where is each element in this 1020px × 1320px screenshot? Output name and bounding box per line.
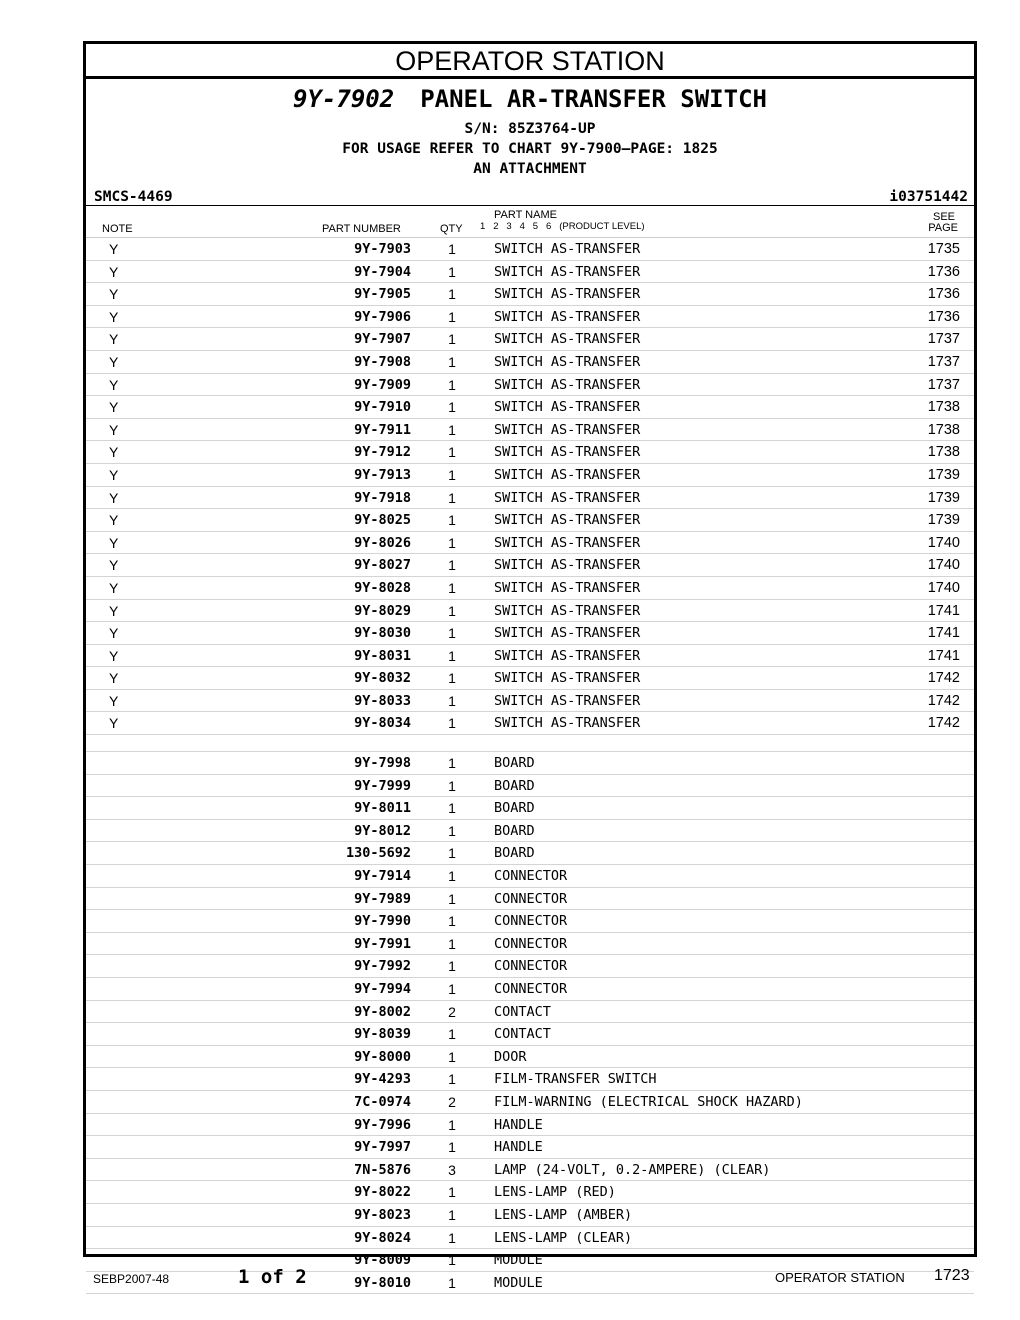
- part-name-cell: HANDLE: [494, 1116, 543, 1133]
- group-title: [86, 85, 974, 113]
- parts-group-components: [86, 752, 974, 1294]
- qty-cell: 1: [448, 602, 456, 619]
- note-cell: Y: [109, 241, 119, 257]
- group-separator: [86, 735, 974, 752]
- part-name-cell: SWITCH AS-TRANSFER: [494, 715, 641, 732]
- table-row: [86, 554, 974, 577]
- qty-cell: 1: [448, 822, 456, 839]
- see-page-cell: 1741: [927, 647, 960, 664]
- part-name-cell: CONNECTOR: [494, 913, 568, 930]
- part-number-cell: 9Y-7911: [354, 421, 411, 438]
- qty-cell: 1: [448, 241, 456, 257]
- part-name-cell: CONNECTOR: [494, 935, 568, 952]
- see-page-cell: 1738: [927, 421, 960, 438]
- col-see: SEE: [932, 211, 955, 223]
- part-number-cell: 9Y-7992: [354, 958, 411, 975]
- part-name-cell: LENS-LAMP (AMBER): [494, 1206, 633, 1223]
- qty-cell: 1: [448, 557, 456, 574]
- note-cell: Y: [109, 421, 119, 438]
- qty-cell: 1: [448, 534, 456, 551]
- qty-cell: 1: [448, 890, 456, 907]
- part-number-cell: 9Y-7989: [354, 890, 411, 907]
- see-page-cell: 1739: [927, 512, 960, 529]
- see-page-cell: 1738: [927, 444, 960, 461]
- part-number-cell: 9Y-7990: [354, 913, 411, 930]
- table-row: [86, 1068, 974, 1091]
- part-name-cell: SWITCH AS-TRANSFER: [494, 444, 641, 461]
- table-row: [86, 775, 974, 798]
- part-number-cell: 9Y-8009: [354, 1252, 411, 1269]
- qty-cell: 1: [448, 331, 456, 348]
- col-page: PAGE: [928, 222, 958, 234]
- part-number-cell: 9Y-7912: [354, 444, 411, 461]
- part-name-cell: SWITCH AS-TRANSFER: [494, 263, 641, 280]
- see-page-cell: 1737: [927, 331, 960, 348]
- qty-cell: 1: [448, 715, 456, 732]
- table-row: [86, 1136, 974, 1159]
- part-number-cell: 9Y-8023: [354, 1206, 411, 1223]
- part-name-cell: BOARD: [494, 755, 535, 772]
- table-row: [86, 419, 974, 442]
- part-name-cell: CONTACT: [494, 1026, 551, 1043]
- table-row: [86, 820, 974, 843]
- table-row: [86, 487, 974, 510]
- part-name-cell: SWITCH AS-TRANSFER: [494, 670, 641, 687]
- table-row: [86, 752, 974, 775]
- part-number-cell: 9Y-8002: [354, 1003, 411, 1020]
- section-title: OPERATOR STATION: [86, 44, 974, 79]
- table-row: [86, 888, 974, 911]
- part-name-cell: SWITCH AS-TRANSFER: [494, 602, 641, 619]
- table-row: [86, 1091, 974, 1114]
- table-row: [86, 532, 974, 555]
- column-headers: [86, 206, 974, 238]
- part-name-cell: SWITCH AS-TRANSFER: [494, 579, 641, 596]
- qty-cell: 1: [448, 286, 456, 303]
- part-number-cell: 9Y-7906: [354, 308, 411, 325]
- qty-cell: 1: [448, 489, 456, 506]
- qty-cell: 1: [448, 670, 456, 687]
- part-number-cell: 9Y-7997: [354, 1139, 411, 1156]
- qty-cell: 1: [448, 421, 456, 438]
- qty-cell: 1: [448, 777, 456, 794]
- part-name-cell: SWITCH AS-TRANSFER: [494, 557, 641, 574]
- note-cell: Y: [109, 670, 119, 687]
- table-row: [86, 1023, 974, 1046]
- part-number-cell: 9Y-7998: [354, 755, 411, 772]
- part-number-cell: 9Y-8039: [354, 1026, 411, 1043]
- group-part-number: 9Y-7902: [293, 85, 395, 113]
- part-number-cell: 9Y-8029: [354, 602, 411, 619]
- serial-number: S/N: 85Z3764-UP: [464, 121, 596, 137]
- note-cell: Y: [109, 444, 119, 461]
- table-row: [86, 577, 974, 600]
- note-cell: Y: [109, 602, 119, 619]
- see-page-cell: 1741: [927, 602, 960, 619]
- smcs-code: SMCS-4469: [94, 189, 173, 205]
- note-cell: Y: [109, 399, 119, 416]
- qty-cell: 1: [448, 376, 456, 393]
- table-row: [86, 865, 974, 888]
- part-name-cell: CONNECTOR: [494, 890, 568, 907]
- group-part-name: PANEL AR-TRANSFER SWITCH: [420, 85, 767, 113]
- part-number-cell: 9Y-7904: [354, 263, 411, 280]
- note-cell: Y: [109, 715, 119, 732]
- qty-cell: 1: [448, 845, 456, 862]
- qty-cell: 1: [448, 981, 456, 997]
- qty-cell: 1: [448, 800, 456, 817]
- table-row: [86, 374, 974, 397]
- part-name-cell: CONTACT: [494, 1003, 551, 1020]
- qty-cell: 2: [448, 1093, 456, 1110]
- part-name-cell: SWITCH AS-TRANSFER: [494, 625, 641, 642]
- qty-cell: 1: [448, 399, 456, 416]
- qty-cell: 1: [448, 1026, 456, 1043]
- table-row: [86, 283, 974, 306]
- col-product-level: 1 2 3 4 5 6 (PRODUCT LEVEL): [480, 221, 645, 232]
- part-number-cell: 7C-0974: [354, 1093, 411, 1110]
- qty-cell: 1: [448, 868, 456, 885]
- part-number-cell: 9Y-7908: [354, 353, 411, 370]
- qty-cell: 1: [448, 263, 456, 280]
- part-number-cell: 9Y-7994: [354, 981, 411, 997]
- note-cell: Y: [109, 331, 119, 348]
- qty-cell: 1: [448, 1048, 456, 1065]
- table-row: [86, 667, 974, 690]
- part-number-cell: 9Y-8022: [354, 1184, 411, 1201]
- table-row: [86, 351, 974, 374]
- qty-cell: 1: [448, 913, 456, 930]
- see-page-cell: 1737: [927, 353, 960, 370]
- part-name-cell: SWITCH AS-TRANSFER: [494, 692, 641, 709]
- table-row: [86, 1181, 974, 1204]
- col-part-number: PART NUMBER: [322, 223, 401, 235]
- see-page-cell: 1737: [927, 376, 960, 393]
- qty-cell: 1: [448, 625, 456, 642]
- part-number-cell: 9Y-8024: [354, 1229, 411, 1246]
- part-name-cell: LENS-LAMP (CLEAR): [494, 1229, 633, 1246]
- part-number-cell: 9Y-8030: [354, 625, 411, 642]
- qty-cell: 1: [448, 466, 456, 483]
- part-number-cell: 9Y-7907: [354, 331, 411, 348]
- part-number-cell: 9Y-7914: [354, 868, 411, 885]
- qty-cell: 1: [448, 444, 456, 461]
- part-name-cell: SWITCH AS-TRANSFER: [494, 534, 641, 551]
- see-page-cell: 1742: [927, 715, 960, 732]
- part-number-cell: 9Y-8033: [354, 692, 411, 709]
- group-header: [86, 79, 974, 206]
- part-number-cell: 9Y-7918: [354, 489, 411, 506]
- part-name-cell: SWITCH AS-TRANSFER: [494, 331, 641, 348]
- note-cell: Y: [109, 466, 119, 483]
- part-number-cell: 9Y-8025: [354, 512, 411, 529]
- part-name-cell: SWITCH AS-TRANSFER: [494, 241, 641, 257]
- part-number-cell: 9Y-7999: [354, 777, 411, 794]
- part-name-cell: BOARD: [494, 822, 535, 839]
- part-number-cell: 130-5692: [345, 845, 411, 862]
- note-cell: Y: [109, 692, 119, 709]
- part-number-cell: 9Y-7910: [354, 399, 411, 416]
- part-number-cell: 9Y-8000: [354, 1048, 411, 1065]
- note-cell: Y: [109, 579, 119, 596]
- qty-cell: 1: [448, 1252, 456, 1269]
- part-name-cell: SWITCH AS-TRANSFER: [494, 353, 641, 370]
- parts-group-switches: [86, 238, 974, 735]
- table-row: [86, 238, 974, 261]
- table-row: [86, 910, 974, 933]
- table-row: [86, 842, 974, 865]
- table-row: [86, 955, 974, 978]
- table-row: [86, 600, 974, 623]
- illustration-id: i03751442: [889, 189, 968, 205]
- note-cell: Y: [109, 308, 119, 325]
- table-row: [86, 690, 974, 713]
- qty-cell: 1: [448, 1274, 456, 1291]
- note-cell: Y: [109, 489, 119, 506]
- note-cell: Y: [109, 286, 119, 303]
- part-name-cell: SWITCH AS-TRANSFER: [494, 512, 641, 529]
- see-page-cell: 1742: [927, 670, 960, 687]
- part-name-cell: SWITCH AS-TRANSFER: [494, 647, 641, 664]
- part-number-cell: 9Y-7991: [354, 935, 411, 952]
- qty-cell: 1: [448, 1206, 456, 1223]
- qty-cell: 1: [448, 579, 456, 596]
- qty-cell: 1: [448, 308, 456, 325]
- qty-cell: 3: [448, 1161, 456, 1178]
- see-page-cell: 1740: [927, 557, 960, 574]
- table-row: [86, 712, 974, 735]
- qty-cell: 1: [448, 935, 456, 952]
- note-cell: Y: [109, 263, 119, 280]
- part-number-cell: 9Y-4293: [354, 1071, 411, 1088]
- part-name-cell: CONNECTOR: [494, 981, 568, 997]
- table-row: [86, 933, 974, 956]
- table-row: [86, 328, 974, 351]
- footer-sheet: 1 of 2: [238, 1266, 307, 1288]
- part-name-cell: MODULE: [494, 1252, 543, 1269]
- col-note: NOTE: [102, 223, 133, 235]
- qty-cell: 1: [448, 1116, 456, 1133]
- part-number-cell: 9Y-8010: [354, 1274, 411, 1291]
- see-page-cell: 1736: [927, 263, 960, 280]
- table-row: [86, 441, 974, 464]
- part-number-cell: 7N-5876: [354, 1161, 411, 1178]
- qty-cell: 1: [448, 512, 456, 529]
- part-number-cell: 9Y-8031: [354, 647, 411, 664]
- table-row: [86, 509, 974, 532]
- part-name-cell: MODULE: [494, 1274, 543, 1291]
- see-page-cell: 1739: [927, 466, 960, 483]
- table-row: [86, 464, 974, 487]
- attachment-label: AN ATTACHMENT: [473, 161, 587, 177]
- part-name-cell: SWITCH AS-TRANSFER: [494, 376, 641, 393]
- qty-cell: 1: [448, 1229, 456, 1246]
- part-name-cell: SWITCH AS-TRANSFER: [494, 399, 641, 416]
- part-name-cell: BOARD: [494, 800, 535, 817]
- part-number-cell: 9Y-7996: [354, 1116, 411, 1133]
- part-name-cell: SWITCH AS-TRANSFER: [494, 286, 641, 303]
- table-row: [86, 261, 974, 284]
- qty-cell: 2: [448, 1003, 456, 1020]
- table-row: [86, 622, 974, 645]
- part-number-cell: 9Y-7909: [354, 376, 411, 393]
- see-page-cell: 1736: [927, 286, 960, 303]
- qty-cell: 1: [448, 1184, 456, 1201]
- qty-cell: 1: [448, 647, 456, 664]
- qty-cell: 1: [448, 692, 456, 709]
- see-page-cell: 1736: [927, 308, 960, 325]
- part-number-cell: 9Y-7913: [354, 466, 411, 483]
- qty-cell: 1: [448, 958, 456, 975]
- note-cell: Y: [109, 534, 119, 551]
- part-name-cell: BOARD: [494, 777, 535, 794]
- footer-doc-id: SEBP2007-48: [93, 1272, 170, 1286]
- part-number-cell: 9Y-7903: [354, 241, 411, 257]
- col-part-name: PART NAME: [494, 209, 557, 221]
- note-cell: Y: [109, 625, 119, 642]
- table-row: [86, 1204, 974, 1227]
- table-row: [86, 978, 974, 1001]
- table-row: [86, 1249, 974, 1272]
- footer-section: OPERATOR STATION: [775, 1270, 905, 1285]
- part-number-cell: 9Y-8026: [354, 534, 411, 551]
- part-name-cell: HANDLE: [494, 1139, 543, 1156]
- see-page-cell: 1738: [927, 399, 960, 416]
- note-cell: Y: [109, 557, 119, 574]
- col-qty: QTY: [440, 223, 463, 235]
- see-page-cell: 1735: [927, 241, 960, 257]
- part-name-cell: SWITCH AS-TRANSFER: [494, 466, 641, 483]
- part-name-cell: LENS-LAMP (RED): [494, 1184, 616, 1201]
- note-cell: Y: [109, 647, 119, 664]
- note-cell: Y: [109, 376, 119, 393]
- qty-cell: 1: [448, 1071, 456, 1088]
- part-name-cell: DOOR: [494, 1048, 527, 1065]
- part-number-cell: 9Y-8028: [354, 579, 411, 596]
- footer-page-number: 1723: [934, 1267, 970, 1284]
- table-row: [86, 1114, 974, 1137]
- part-number-cell: 9Y-8027: [354, 557, 411, 574]
- part-number-cell: 9Y-8012: [354, 822, 411, 839]
- table-row: [86, 306, 974, 329]
- qty-cell: 1: [448, 353, 456, 370]
- part-number-cell: 9Y-7905: [354, 286, 411, 303]
- table-row: [86, 1227, 974, 1250]
- see-page-cell: 1740: [927, 579, 960, 596]
- part-name-cell: FILM-TRANSFER SWITCH: [494, 1071, 657, 1088]
- part-number-cell: 9Y-8032: [354, 670, 411, 687]
- table-row: [86, 797, 974, 820]
- part-name-cell: SWITCH AS-TRANSFER: [494, 421, 641, 438]
- see-page-cell: 1740: [927, 534, 960, 551]
- part-name-cell: SWITCH AS-TRANSFER: [494, 489, 641, 506]
- part-name-cell: BOARD: [494, 845, 535, 862]
- part-name-cell: CONNECTOR: [494, 868, 568, 885]
- table-row: [86, 1001, 974, 1024]
- part-name-cell: SWITCH AS-TRANSFER: [494, 308, 641, 325]
- note-cell: Y: [109, 512, 119, 529]
- qty-cell: 1: [448, 1139, 456, 1156]
- usage-reference: FOR USAGE REFER TO CHART 9Y-7900—PAGE: 1825: [342, 141, 718, 157]
- table-row: [86, 645, 974, 668]
- part-name-cell: CONNECTOR: [494, 958, 568, 975]
- see-page-cell: 1741: [927, 625, 960, 642]
- note-cell: Y: [109, 353, 119, 370]
- table-row: [86, 1159, 974, 1182]
- part-number-cell: 9Y-8034: [354, 715, 411, 732]
- table-row: [86, 396, 974, 419]
- see-page-cell: 1742: [927, 692, 960, 709]
- table-row: [86, 1046, 974, 1069]
- see-page-cell: 1739: [927, 489, 960, 506]
- qty-cell: 1: [448, 755, 456, 772]
- part-name-cell: FILM-WARNING (ELECTRICAL SHOCK HAZARD): [494, 1093, 803, 1110]
- part-name-cell: LAMP (24-VOLT, 0.2-AMPERE) (CLEAR): [494, 1161, 771, 1178]
- part-number-cell: 9Y-8011: [354, 800, 411, 817]
